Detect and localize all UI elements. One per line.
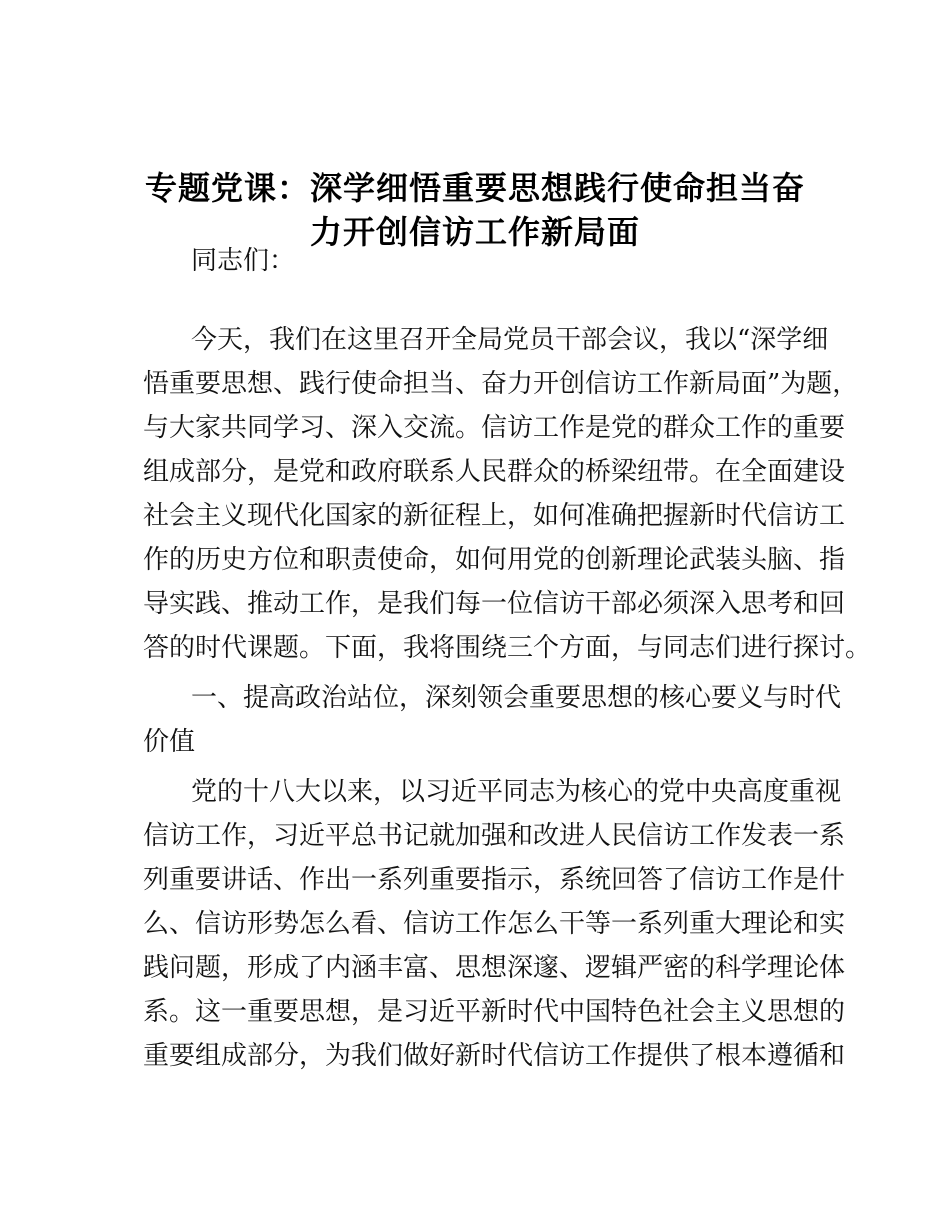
paragraph-line: 信访工作，习近平总书记就加强和改进人民信访工作发表一系 [143, 821, 846, 851]
paragraph-line: 今天，我们在这里召开全局党员干部会议，我以“深学细 [191, 325, 829, 355]
paragraph-line: 列重要讲话、作出一系列重要指示，系统回答了信访工作是什 [143, 865, 846, 895]
paragraph-line: 重要组成部分，为我们做好新时代信访工作提供了根本遵循和 [143, 1041, 846, 1071]
paragraph-line: 社会主义现代化国家的新征程上，如何准确把握新时代信访工 [143, 501, 846, 531]
section-heading-line: 一、提高政治站位，深刻领会重要思想的核心要义与时代 [191, 683, 842, 713]
paragraph-line: 践问题，形成了内涵丰富、思想深邃、逻辑严密的科学理论体 [143, 953, 846, 983]
paragraph-line: 组成部分，是党和政府联系人民群众的桥梁纽带。在全面建设 [143, 457, 846, 487]
paragraph-line: 作的历史方位和职责使命，如何用党的创新理论武装头脑、指 [143, 545, 846, 575]
paragraph-line: 导实践、推动工作，是我们每一位信访干部必须深入思考和回 [143, 589, 846, 619]
document-title-line-2: 力开创信访工作新局面 [309, 213, 640, 251]
paragraph-line: 与大家共同学习、深入交流。信访工作是党的群众工作的重要 [143, 413, 846, 443]
document-title-line-1: 专题党课：深学细悟重要思想践行使命担当奋 [144, 169, 805, 207]
paragraph-line: 悟重要思想、践行使命担当、奋力开创信访工作新局面”为题， [143, 369, 859, 399]
section-heading-line: 价值 [143, 727, 196, 757]
paragraph-line: 么、信访形势怎么看、信访工作怎么干等一系列重大理论和实 [143, 909, 846, 939]
paragraph-line: 答的时代课题。下面，我将围绕三个方面，与同志们进行探讨。 [143, 633, 872, 663]
salutation: 同志们： [191, 246, 296, 276]
paragraph-line: 党的十八大以来，以习近平同志为核心的党中央高度重视 [191, 777, 842, 807]
paragraph-line: 系。这一重要思想，是习近平新时代中国特色社会主义思想的 [143, 997, 846, 1027]
